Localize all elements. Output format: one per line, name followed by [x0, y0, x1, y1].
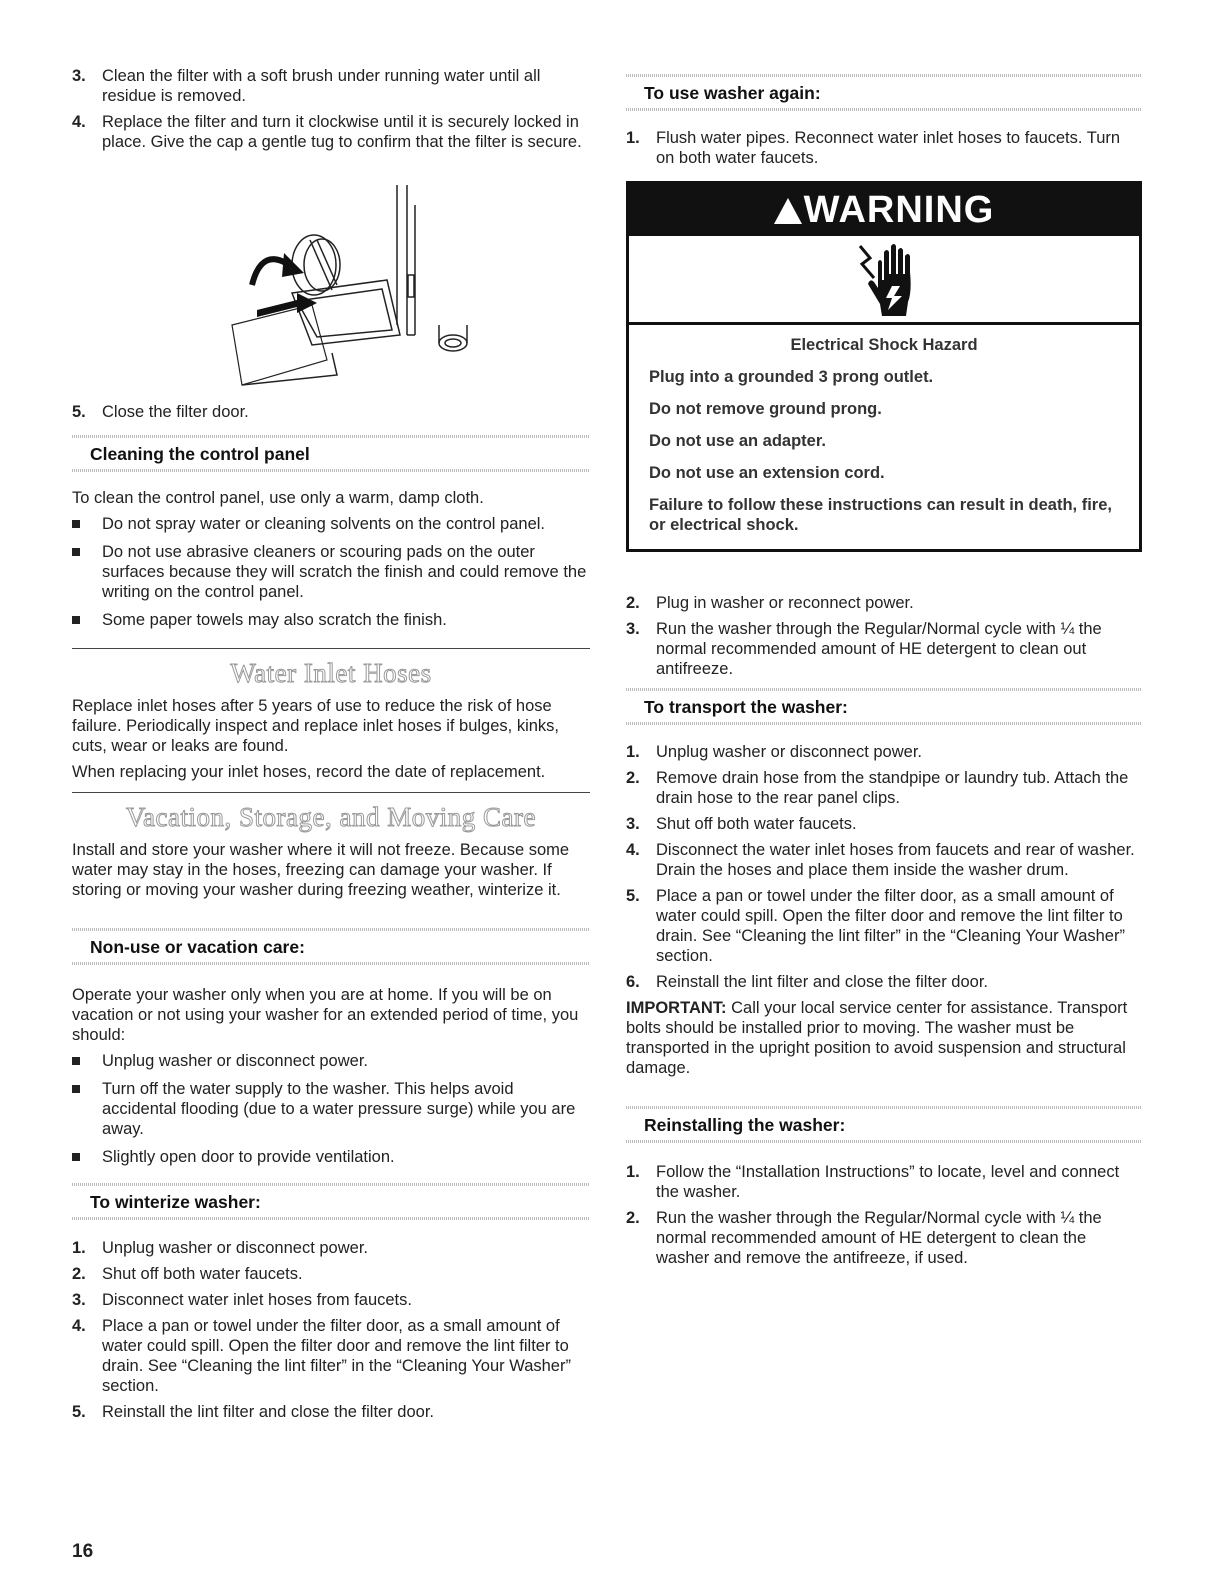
- warning-triangle-icon: [774, 198, 802, 224]
- list-item: 2. Shut off both water faucets.: [72, 1265, 303, 1283]
- reinstall-steps: [626, 1162, 1142, 1274]
- shock-hazard-icon: [629, 236, 1139, 322]
- vacation-heading: Vacation, Storage, and Moving Care: [72, 792, 590, 832]
- list-item: Do not spray water or cleaning solvents on the control panel.: [72, 514, 590, 534]
- nonuse-bullets: [72, 1051, 590, 1167]
- list-item: 4. Place a pan or towel under the filter door, as a small amount of water could spill. Open the filter door and remove the lint filter to drain. See “Cleaning the lint filter” in the “Cleaning Your Washer” section.: [72, 1317, 571, 1395]
- warning-box: [626, 181, 1142, 552]
- list-item: 3. Shut off both water faucets.: [626, 815, 857, 833]
- important-note: IMPORTANT: Call your local service center for assistance. Transport bolts should be installed prior to moving. The washer must be transported in the upright position to avoid suspension and structural damage.: [626, 999, 1128, 1077]
- list-item: 2. Plug in washer or reconnect power.: [626, 594, 914, 612]
- list-item: 6. Reinstall the lint filter and close the filter door.: [626, 973, 989, 991]
- list-item: 1. Flush water pipes. Reconnect water inlet hoses to faucets. Turn on both water faucets.: [626, 129, 1121, 167]
- list-item: 5. Reinstall the lint filter and close the filter door.: [72, 1403, 435, 1421]
- warning-title: WARNING: [629, 184, 1139, 236]
- list-item: Unplug washer or disconnect power.: [72, 1051, 590, 1071]
- list-item: Turn off the water supply to the washer. This helps avoid accidental flooding (due to a water pressure surge) while you are away.: [72, 1079, 590, 1139]
- list-item: 5. Close the filter door.: [72, 403, 249, 421]
- transport-section: [626, 742, 1142, 1084]
- filter-step5: [72, 402, 590, 428]
- vacation-intro: Install and store your washer where it will not freeze. Because some water may stay in the hoses, freezing can damage your washer. If storing or moving your washer during freezing weather, winterize it.: [72, 841, 570, 899]
- list-item: 5. Place a pan or towel under the filter door, as a small amount of water could spill. Open the filter door and remove the lint filter to drain. See “Cleaning the lint filter” in the “Cleaning Your Washer” section.: [626, 887, 1125, 965]
- winterize-steps: [72, 1238, 590, 1428]
- water-inlet-heading: Water Inlet Hoses: [72, 648, 590, 688]
- nonuse-section: Operate your washer only when you are at home. If you will be on vacation or not using your washer for an extended period of time, you should: Unplug washer or disconnect power. Turn off the water supply to the washer. This helps avoid accidental flooding (due to a water pressure surge) while you are away. Slightly open door to provide ventilation.: [72, 985, 590, 1175]
- list-item: 2. Run the washer through the Regular/Normal cycle with ¼ the normal recommended amount of HE detergent to clean the washer and remove the antifreeze, if used.: [626, 1209, 1102, 1267]
- list-item: 1. Follow the “Installation Instructions” to locate, level and connect the washer.: [626, 1163, 1120, 1201]
- list-item: Do not use abrasive cleaners or scouring pads on the outer surfaces because they will scratch the finish and could remove the writing on the control panel.: [72, 542, 590, 602]
- filter-illustration: [222, 185, 502, 390]
- list-item: 3. Clean the filter with a soft brush under running water until all residue is removed.: [72, 67, 541, 105]
- control-panel-section: To clean the control panel, use only a warm, damp cloth. Do not spray water or cleaning solvents on the control panel. Do not use abrasive cleaners or scouring pads on the outer surfaces because they will scratch the finish and could remove the writing on the control panel. Some paper towels may also scratch the finish.: [72, 488, 590, 638]
- list-item: 4. Disconnect the water inlet hoses from faucets and rear of washer. Drain the hoses and place them inside the washer drum.: [626, 841, 1135, 879]
- winterize-heading: To winterize washer:: [72, 1183, 590, 1220]
- list-item: 4. Replace the filter and turn it clockwise until it is securely locked in place. Give the cap a gentle tug to confirm that the filter is secure.: [72, 113, 582, 151]
- use-again-step1: [626, 128, 1142, 174]
- use-again-heading: To use washer again:: [626, 74, 1142, 111]
- control-panel-bullets: [72, 514, 590, 630]
- page-number: 16: [72, 1541, 94, 1562]
- list-item: 1. Unplug washer or disconnect power.: [72, 1239, 368, 1257]
- reinstall-heading: Reinstalling the washer:: [626, 1106, 1142, 1143]
- list-item: 3. Disconnect water inlet hoses from faucets.: [72, 1291, 412, 1309]
- list-item: Some paper towels may also scratch the finish.: [72, 610, 590, 630]
- transport-heading: To transport the washer:: [626, 688, 1142, 725]
- transport-steps: [626, 742, 1142, 992]
- nonuse-heading: Non-use or vacation care:: [72, 928, 590, 965]
- water-inlet-section: Replace inlet hoses after 5 years of use to reduce the risk of hose failure. Periodically inspect and replace inlet hoses if bulges, kinks, cuts, wear or leaks are found. When replacing your inlet hoses, record the date of replacement.: [72, 697, 560, 781]
- control-panel-heading: Cleaning the control panel: [72, 435, 590, 472]
- warning-body: Electrical Shock Hazard Plug into a grounded 3 prong outlet. Do not remove ground prong. Do not use an adapter. Do not use an extension cord. Failure to follow these instructions can result in death, fire, or electrical shock.: [629, 322, 1139, 549]
- list-item: 3. Run the washer through the Regular/Normal cycle with ¼ the normal recommended amount of HE detergent to clean out antifreeze.: [626, 620, 1102, 678]
- list-item: 1. Unplug washer or disconnect power.: [626, 743, 922, 761]
- list-item: Slightly open door to provide ventilation.: [72, 1147, 590, 1167]
- filter-steps-list: [72, 66, 590, 158]
- use-again-steps: [626, 593, 1142, 685]
- list-item: 2. Remove drain hose from the standpipe or laundry tub. Attach the drain hose to the rear panel clips.: [626, 769, 1129, 807]
